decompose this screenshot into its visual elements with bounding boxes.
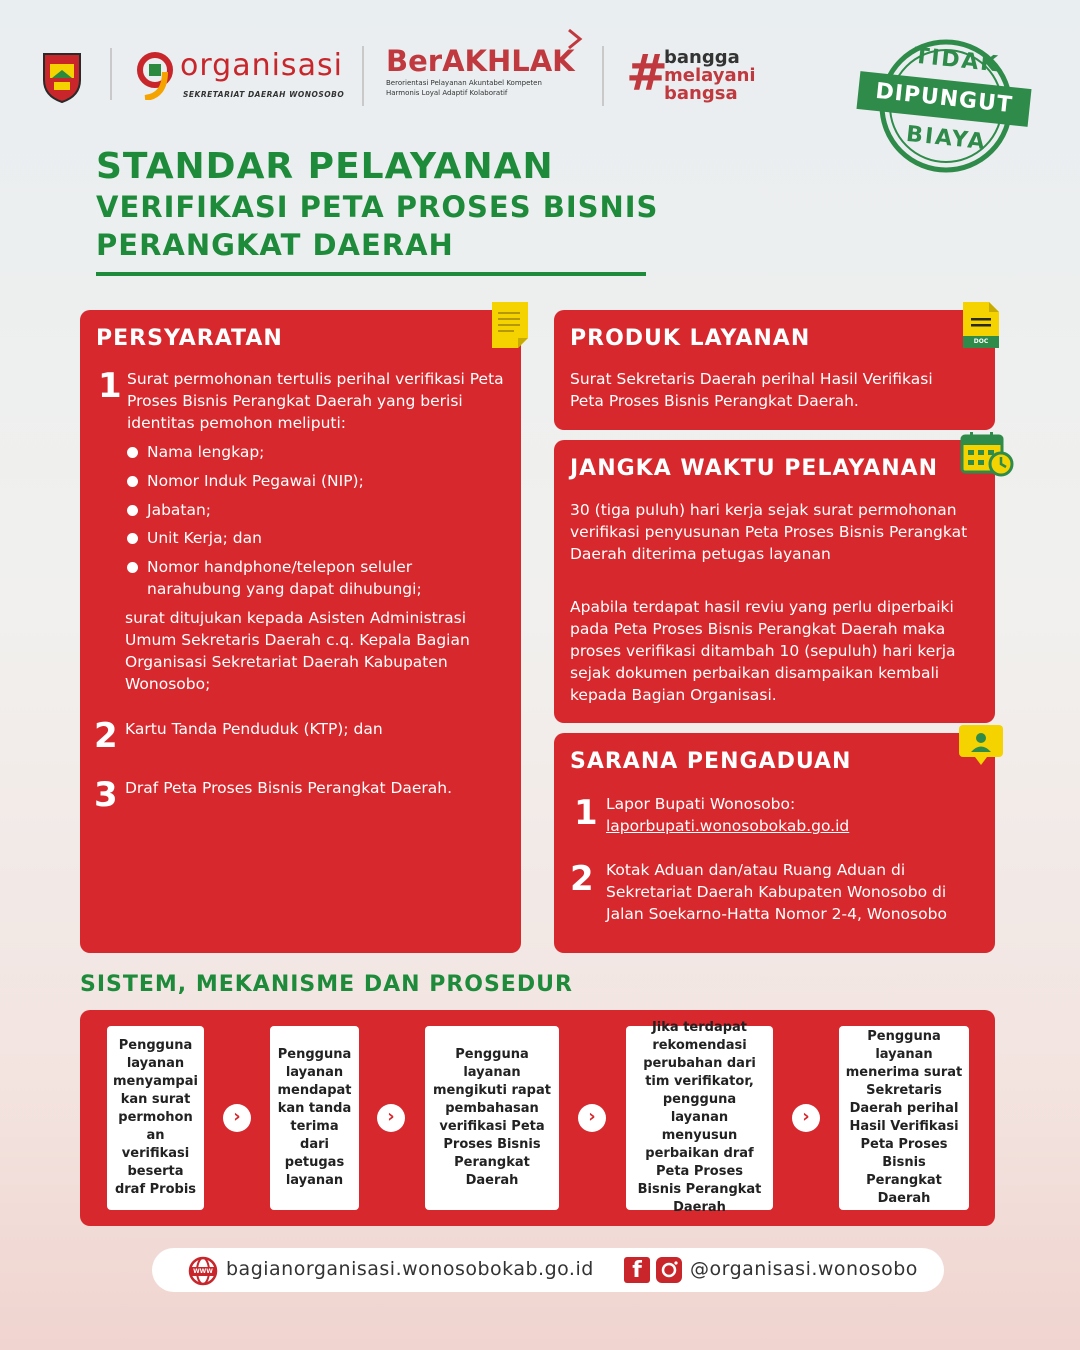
bangsa-word: bangsa	[664, 83, 738, 104]
persyaratan-item-2: Kartu Tanda Penduduk (KTP); dan	[125, 720, 383, 738]
berakhlak-logo	[386, 44, 586, 106]
stamp-line2: DIPUNGUT	[856, 71, 1031, 127]
header-divider	[602, 46, 604, 106]
lapor-bupati-link[interactable]: laporbupati.wonosobokab.go.id	[606, 817, 850, 835]
prosedur-step-2: Pengguna layanan mendapat kan tanda terima dari petugas layanan	[270, 1026, 359, 1210]
regency-crest-icon	[40, 50, 84, 104]
sarana-title: SARANA PENGADUAN	[570, 749, 852, 774]
chevron-right-icon: ›	[223, 1104, 251, 1132]
item-number: 1	[574, 793, 598, 833]
header-divider	[362, 46, 364, 106]
stamp-line3: BIAYA	[904, 121, 988, 156]
facebook-icon[interactable]: f	[624, 1257, 650, 1283]
item-number: 2	[570, 859, 594, 899]
org-subtitle: SEKRETARIAT DAERAH WONOSOBO	[183, 90, 345, 99]
doc-label: DOC	[973, 338, 989, 345]
chevron-right-icon: ›	[377, 1104, 405, 1132]
footer-bar	[152, 1248, 944, 1292]
bullet-item: Nomor handphone/telepon seluler narahubung yang dapat dihubungi;	[147, 558, 422, 598]
persyaratan-item-3: Draf Peta Proses Bisnis Perangkat Daerah.	[125, 779, 453, 797]
persyaratan-note: surat ditujukan kepada Asisten Administrasi Umum Sekretaris Daerah c.q. Kepala Bagian Organisasi Sekretariat Daerah Kabupaten Wonosobo;	[125, 609, 470, 693]
website-link[interactable]: bagianorganisasi.wonosobokab.go.id	[226, 1258, 594, 1280]
jangka-title: JANGKA WAKTU PELAYANAN	[570, 456, 939, 481]
item-number: 2	[94, 716, 118, 756]
bullet-item: Nama lengkap;	[147, 443, 265, 461]
organisasi-logo	[135, 48, 345, 104]
chevron-right-icon: ›	[792, 1104, 820, 1132]
berakhlak-line1: Berorientasi Pelayanan Akuntabel Kompeten	[386, 79, 542, 87]
sarana-card	[554, 733, 995, 953]
bangga-word: bangga	[664, 47, 740, 68]
instagram-icon[interactable]	[656, 1257, 682, 1283]
jangka-paragraph-2: Apabila terdapat hasil reviu yang perlu diperbaiki pada Peta Proses Bisnis Perangkat Daerah maka proses verifikasi ditambah 10 (sepuluh) hari kerja sejak dokumen perbaikan disampaikan kembali kepada Bagian Organisasi.	[570, 598, 956, 704]
page-subtitle-1: VERIFIKASI PETA PROSES BISNIS	[96, 190, 659, 224]
bullet-item: Jabatan;	[147, 501, 212, 519]
persyaratan-title: PERSYARATAN	[96, 326, 283, 351]
persyaratan-card	[80, 310, 521, 953]
user-chat-icon	[958, 724, 1004, 766]
social-handle-link[interactable]: @organisasi.wonosobo	[690, 1258, 918, 1280]
org-name: organisasi	[180, 48, 343, 83]
calendar-clock-icon	[960, 430, 1014, 478]
bullet-dot	[127, 533, 138, 544]
item-number: 1	[98, 366, 122, 406]
doc-file-icon	[961, 300, 1001, 350]
hash-mark: #	[626, 44, 668, 102]
header-divider	[110, 48, 112, 100]
chevron-icon	[566, 28, 584, 50]
bullet-dot	[127, 505, 138, 516]
prosedur-step-1: Pengguna layanan menyampai kan surat permohon an verifikasi beserta draf Probis	[107, 1026, 204, 1210]
berakhlak-wordmark: BerAKHLAK	[386, 44, 575, 78]
sarana-item-1-label: Lapor Bupati Wonosobo:	[606, 795, 796, 813]
organisasi-mark-icon	[135, 52, 177, 100]
free-of-charge-stamp	[862, 36, 1028, 176]
bullet-dot	[127, 562, 138, 573]
document-icon	[490, 300, 530, 350]
produk-card	[554, 310, 995, 430]
sarana-item-2: Kotak Aduan dan/atau Ruang Aduan di Sekretariat Daerah Kabupaten Wonosobo di Jalan Soekarno-Hatta Nomor 2-4, Wonosobo	[606, 861, 947, 923]
berakhlak-line2: Harmonis Loyal Adaptif Kolaboratif	[386, 89, 508, 97]
prosedur-title: SISTEM, MEKANISME DAN PROSEDUR	[80, 972, 573, 997]
page-subtitle-2: PERANGKAT DAERAH	[96, 228, 454, 262]
jangka-card	[554, 440, 995, 723]
item-number: 3	[94, 775, 118, 815]
prosedur-step-4: Jika terdapat rekomendasi perubahan dari tim verifikator, pengguna layanan menyusun perbaikan draf Peta Proses Bisnis Perangkat Daerah	[626, 1026, 773, 1210]
produk-title: PRODUK LAYANAN	[570, 326, 811, 351]
page-title: STANDAR PELAYANAN	[96, 146, 554, 187]
bullet-item: Nomor Induk Pegawai (NIP);	[147, 472, 364, 490]
prosedur-flow	[80, 1010, 995, 1226]
jangka-paragraph-1: 30 (tiga puluh) hari kerja sejak surat permohonan verifikasi penyusunan Peta Proses Bisnis Perangkat Daerah diterima petugas layanan	[570, 501, 968, 563]
prosedur-step-3: Pengguna layanan mengikuti rapat pembahasan verifikasi Peta Proses Bisnis Perangkat Daerah	[425, 1026, 559, 1210]
chevron-right-icon: ›	[578, 1104, 606, 1132]
produk-text: Surat Sekretaris Daerah perihal Hasil Verifikasi Peta Proses Bisnis Perangkat Daerah.	[570, 370, 933, 410]
melayani-word: melayani	[664, 65, 756, 86]
persyaratan-item-1: Surat permohonan tertulis perihal verifikasi Peta Proses Bisnis Perangkat Daerah yang berisi identitas pemohon meliputi:	[127, 370, 504, 432]
bangga-melayani-logo	[626, 44, 756, 104]
title-underline	[96, 272, 646, 276]
stamp-line1: TIDAK	[912, 43, 1001, 78]
bullet-dot	[127, 476, 138, 487]
www-label: WWW	[193, 1268, 213, 1275]
bullet-item: Unit Kerja; dan	[147, 529, 262, 547]
globe-icon	[188, 1256, 218, 1286]
bullet-dot	[127, 447, 138, 458]
prosedur-step-5: Pengguna layanan menerima surat Sekretaris Daerah perihal Hasil Verifikasi Peta Proses Bisnis Perangkat Daerah	[839, 1026, 969, 1210]
